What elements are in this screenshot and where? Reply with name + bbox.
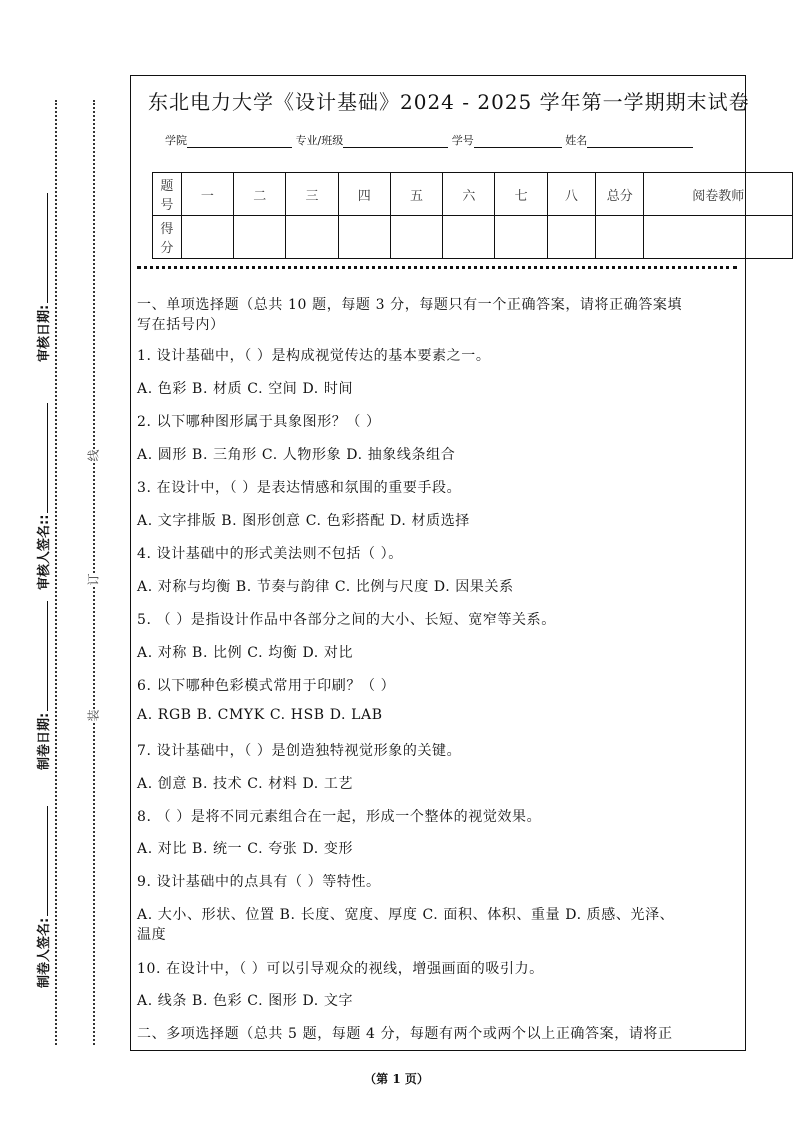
score-cell[interactable] [181,216,233,259]
name-label: 姓名 [565,134,588,147]
question-line: A. 创意 B. 技术 C. 材料 D. 工艺 [137,776,354,792]
score-cell[interactable] [286,216,338,259]
major-field[interactable] [343,135,448,148]
column-header: 七 [495,173,547,216]
score-cell[interactable] [390,216,442,259]
score-cell[interactable] [596,216,644,259]
question-line: 2. 以下哪种图形属于具象图形？（ ） [137,414,381,430]
major-label: 专业/班级 [295,134,344,147]
column-header: 八 [547,173,595,216]
column-header: 总分 [596,173,644,216]
score-table [152,172,793,259]
column-header: 二 [234,173,286,216]
question-line: A. 文字排版 B. 图形创意 C. 色彩搭配 D. 材质选择 [137,513,470,529]
question-line: 4. 设计基础中的形式美法则不包括（ ）。 [137,546,403,562]
question-line: 1. 设计基础中，（ ）是构成视觉传达的基本要素之一。 [137,348,491,364]
label: 制卷日期: [37,712,52,770]
question-line: 温度 [137,927,167,943]
divider [137,266,737,269]
question-line: 5. （ ）是指设计作品中各部分之间的大小、长短、宽窄等关系。 [137,612,556,628]
table-row [153,216,793,259]
question-line: 二、多项选择题（总共 5 题，每题 4 分，每题有两个或两个以上正确答案，请将正 [137,1026,673,1042]
underline [47,403,48,513]
score-cell[interactable] [443,216,495,259]
question-line: 一、单项选择题（总共 10 题，每题 3 分，每题只有一个正确答案，请将正确答案填 [137,297,683,313]
question-line: A. RGB B. CMYK C. HSB D. LAB [137,707,383,723]
question-line: A. 色彩 B. 材质 C. 空间 D. 时间 [137,381,354,397]
underline [47,193,48,303]
score-cell[interactable] [547,216,595,259]
column-header: 四 [338,173,390,216]
bind-mark-ding: 订 [86,573,101,586]
page-title: 东北电力大学《设计基础》2024 - 2025 学年第一学期期末试卷 [148,90,750,114]
question-line: A. 大小、形状、位置 B. 长度、宽度、厚度 C. 面积、体积、重量 D. 质感、光泽、 [137,907,675,923]
score-cell[interactable] [338,216,390,259]
label: 审核人签名:: [37,514,52,590]
question-line: A. 对比 B. 统一 C. 夸张 D. 变形 [137,841,354,857]
question-line: 3. 在设计中，（ ）是表达情感和氛围的重要手段。 [137,480,462,496]
row-label: 题号 [153,173,182,216]
column-header: 一 [181,173,233,216]
maker-sign-field [33,806,52,988]
question-line: A. 对称与均衡 B. 节奏与韵律 C. 比例与尺度 D. 因果关系 [137,579,514,595]
college-label: 学院 [165,134,187,147]
score-cell[interactable] [234,216,286,259]
question-line: A. 圆形 B. 三角形 C. 人物形象 D. 抽象线条组合 [137,447,456,463]
question-line: A. 线条 B. 色彩 C. 图形 D. 文字 [137,993,354,1009]
column-header: 五 [390,173,442,216]
college-field[interactable] [187,135,292,148]
reviewer-date-field [33,193,52,362]
name-field[interactable] [587,135,693,148]
bind-mark-zhuang: 装 [86,709,101,722]
bind-mark-line: 线 [86,449,101,462]
column-header: 三 [286,173,338,216]
margin-dotted-line-outer [55,100,57,1045]
question-line: 10. 在设计中，（ ）可以引导观众的视线，增强画面的吸引力。 [137,961,544,977]
student-id-label: 学号 [451,134,474,147]
maker-date-field [33,601,52,770]
underline [47,806,48,916]
underline [47,601,48,711]
column-header: 六 [443,173,495,216]
reviewer-sign-field [33,403,52,590]
question-line: 9. 设计基础中的点具有（ ）等特性。 [137,874,381,890]
row-label: 得分 [153,216,182,259]
student-id-field[interactable] [474,135,562,148]
question-line: A. 对称 B. 比例 C. 均衡 D. 对比 [137,645,354,661]
label: 制卷人签名: [37,917,52,988]
question-line: 6. 以下哪种色彩模式常用于印刷？（ ） [137,678,396,694]
question-line: 8. （ ）是将不同元素组合在一起，形成一个整体的视觉效果。 [137,809,542,825]
label: 审核日期: [37,304,52,362]
column-header: 阅卷教师 [644,173,793,216]
score-cell[interactable] [495,216,547,259]
student-info-row [165,132,693,148]
question-line: 7. 设计基础中，（ ）是创造独特视觉形象的关键。 [137,743,462,759]
table-row [153,173,793,216]
score-cell[interactable] [644,216,793,259]
question-line: 写在括号内） [137,317,225,333]
page-number: （第 1 页） [364,1072,429,1086]
